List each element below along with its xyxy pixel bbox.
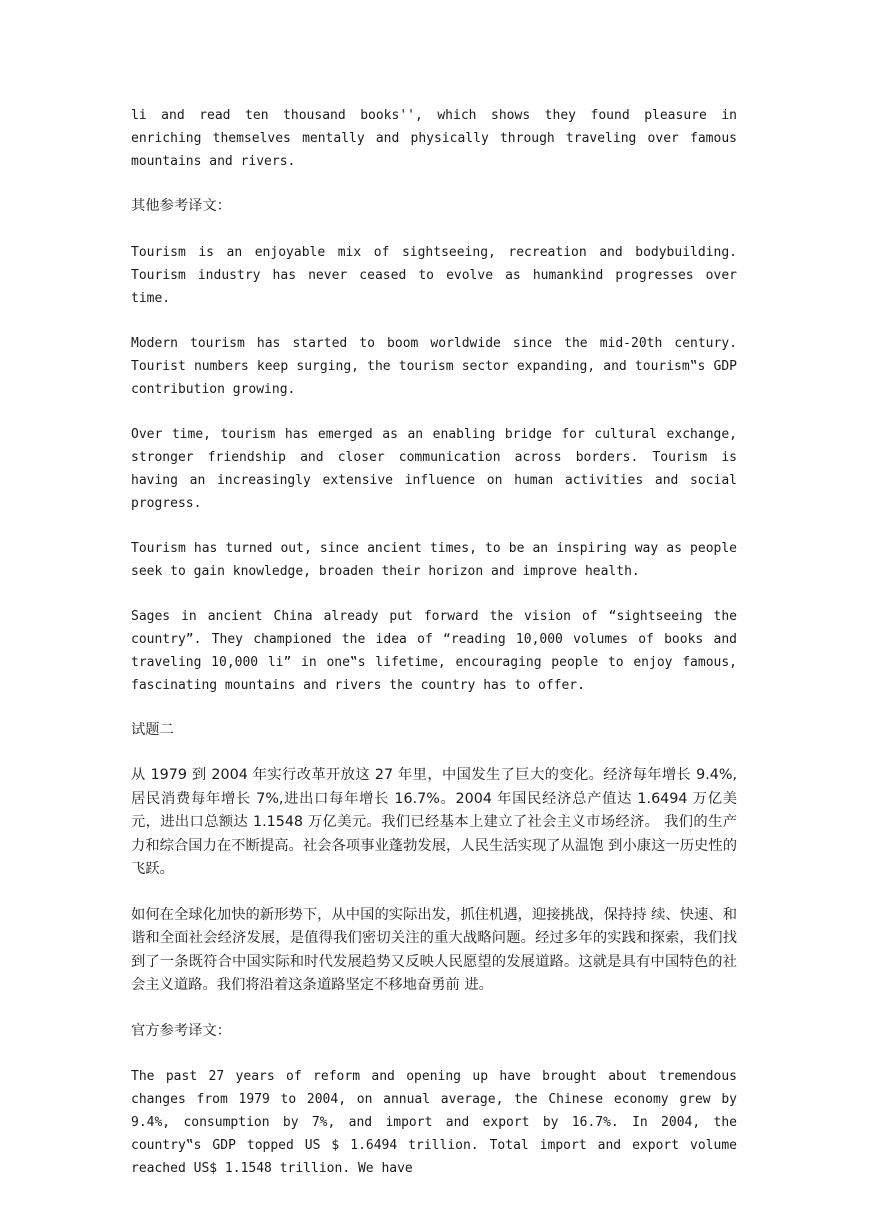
paragraph-chinese-reform: 从 1979 到 2004 年实行改革开放这 27 年里，中国发生了巨大的变化。经济每年增长 9.4%,居民消费每年增长 7%,进出口每年增长 16.7%。2004 年国民经济总产值达 1.6494 万亿美元，进出口总额达 1.1548 万亿美元。我们已经基本上建立了社会主义市场经济。 我们的生产力和综合国力在不断提高。社会各项事业蓬勃发展，人民生活实现了从温饱 到小康这一历史性的飞跃。 bbox=[131, 767, 737, 877]
heading-other-translations: 其他参考译文： bbox=[131, 198, 232, 214]
heading-question-two: 试题二 bbox=[131, 721, 174, 738]
paragraph-modern-tourism: Modern tourism has started to boom worldwide since the mid-20th century. Tourist numbers keep surging, the tourism sector expanding, and tourism‟s GDP contribution growing. bbox=[131, 335, 737, 397]
paragraph-tourism-mix: Tourism is an enjoyable mix of sightseeing, recreation and bodybuilding. Tourism industry has never ceased to evolve as humankind progresses over time. bbox=[131, 244, 737, 306]
paragraph-continued-translation: li and read ten thousand books'', which shows they found pleasure in enriching themselves mentally and physically through traveling over famous mountains and rivers. bbox=[131, 108, 737, 169]
paragraph-official-translation: The past 27 years of reform and opening up have brought about tremendous changes from 1979 to 2004, on annual average, the Chinese economy grew by 9.4%, consumption by 7%, and import and export by 16.7%. In 2004, the country‟s GDP topped US $ 1.6494 trillion. Total import and export volume reached US$ 1.1548 trillion. We have bbox=[131, 1069, 737, 1176]
paragraph-chinese-development-path: 如何在全球化加快的新形势下，从中国的实际出发，抓住机遇，迎接挑战，保持持 续、快速、和谐和全面社会经济发展，是值得我们密切关注的重大战略问题。经过多年的实践和探索，我们找到了一条既符合中国实际和时代发展趋势又反映人民愿望的发展道路。这就是具有中国特色的社会主义道路。我们将沿着这条道路坚定不移地奋勇前 进。 bbox=[131, 906, 737, 993]
paragraph-sages-ancient-china: Sages in ancient China already put forward the vision of “sightseeing the country”. They championed the idea of “reading 10,000 volumes of books and traveling 10,000 li” in one‟s lifetime, encouraging people to enjoy famous, fascinating mountains and rivers the country has to offer. bbox=[131, 608, 737, 693]
document-page bbox=[131, 104, 737, 1202]
paragraph-tourism-inspiring: Tourism has turned out, since ancient times, to be an inspiring way as people seek to gain knowledge, broaden their horizon and improve health. bbox=[131, 540, 737, 579]
paragraph-tourism-bridge: Over time, tourism has emerged as an enabling bridge for cultural exchange, stronger friendship and closer communication across borders. Tourism is having an increasingly extensive influence on human activities and social progress. bbox=[131, 426, 737, 511]
heading-official-translation: 官方参考译文： bbox=[131, 1022, 232, 1039]
